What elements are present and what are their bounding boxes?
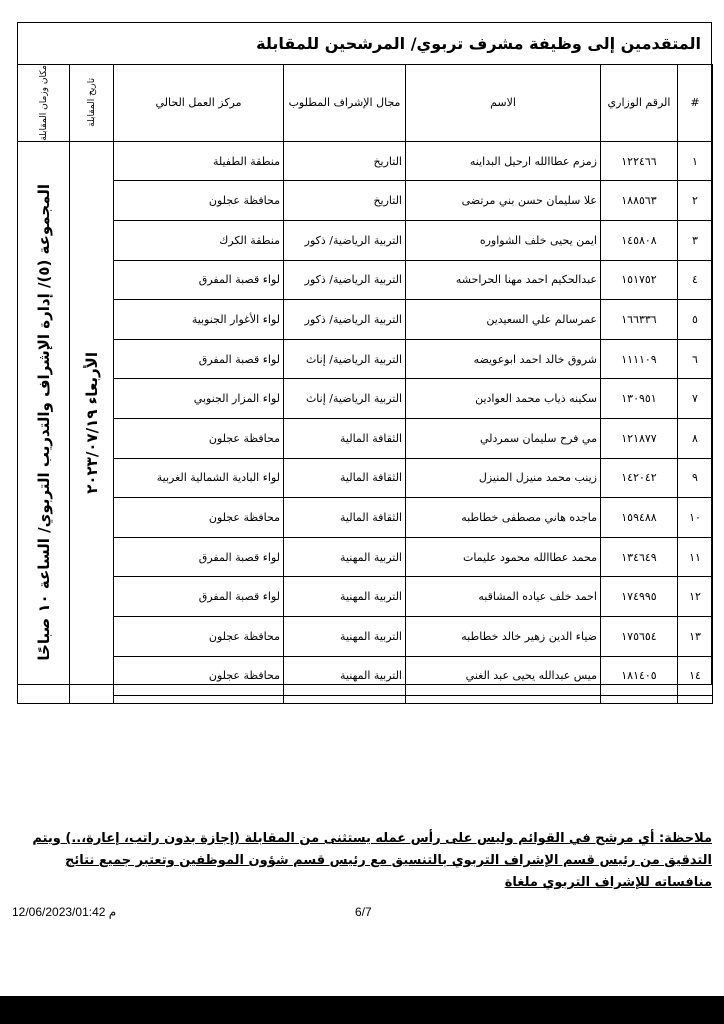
row-index: ٩ [678, 458, 713, 498]
row-current-workplace: محافظة عجلون [114, 498, 284, 538]
header-current-workplace: مركز العمل الحالي [114, 65, 284, 142]
row-supervision-field: الثقافة المالية [284, 458, 406, 498]
table-row [18, 537, 713, 577]
table-row [18, 458, 713, 498]
row-current-workplace: لواء قصبة المفرق [114, 339, 284, 379]
table-row [18, 577, 713, 617]
interview-date-cell: الأربعاء ٢٠٢٣/٠٧/١٩ [70, 141, 114, 703]
row-ministry-number: ١٤٥٨٠٨ [601, 220, 678, 260]
row-current-workplace: منطقة الطفيلة [114, 141, 284, 181]
header-ministry-number: الرقم الوزاري [601, 65, 678, 142]
row-supervision-field: التربية المهنية [284, 577, 406, 617]
row-name: ايمن يحيى خلف الشواوره [406, 220, 601, 260]
empty-cell [114, 696, 284, 704]
footer-datetime: 12/06/2023/01:42 م [12, 905, 117, 919]
bottom-bar [0, 996, 724, 1024]
row-name: احمد خلف عياده المشاقبه [406, 577, 601, 617]
row-ministry-number: ١٨٨٥٦٣ [601, 181, 678, 221]
row-index: ٥ [678, 300, 713, 340]
table-row [18, 379, 713, 419]
row-current-workplace: محافظة عجلون [114, 656, 284, 696]
row-ministry-number: ١٦٦٣٣٦ [601, 300, 678, 340]
row-name: محمد عطاالله محمود عليمات [406, 537, 601, 577]
row-current-workplace: لواء المزار الجنوبي [114, 379, 284, 419]
row-index: ١٠ [678, 498, 713, 538]
row-supervision-field: التربية المهنية [284, 537, 406, 577]
row-index: ٤ [678, 260, 713, 300]
row-name: علا سليمان حسن بني مرتضى [406, 181, 601, 221]
table-row [18, 141, 713, 181]
row-name: سكينه ذياب محمد العوادين [406, 379, 601, 419]
row-name: عمرسالم علي السعيدين [406, 300, 601, 340]
row-ministry-number: ١٣٠٩٥١ [601, 379, 678, 419]
row-index: ٧ [678, 379, 713, 419]
row-ministry-number: ١٧٤٩٩٥ [601, 577, 678, 617]
row-supervision-field: الثقافة المالية [284, 498, 406, 538]
table-row [18, 220, 713, 260]
row-supervision-field: التربية الرياضية/ ذكور [284, 260, 406, 300]
row-index: ١٤ [678, 656, 713, 696]
interview-place-time-cell: المجموعة (٥)/ إدارة الإشراف والتدريب التربوي/ الساعة ١٠ صباحًا [18, 141, 70, 703]
header-interview-place-time: مكان وزمان المقابلة [18, 65, 70, 142]
table-row [18, 616, 713, 656]
row-current-workplace: منطقة الكرك [114, 220, 284, 260]
table-row [18, 498, 713, 538]
note-text: ملاحظة: أي مرشح في القوائم وليس على رأس عمله يستثنى من المقابلة (إجازة بدون راتب، إعارة،..) ويتم التدقيق من رئيس قسم الإشراف التربوي بالتنسيق مع رئيس قسم شؤون الموظفين وتعتبر جميع نتائج منافساته للإشراف التربوي ملغاة [32, 831, 712, 890]
table-row [18, 656, 713, 696]
empty-cell [406, 696, 601, 704]
row-current-workplace: محافظة عجلون [114, 616, 284, 656]
row-supervision-field: التربية الرياضية/ إناث [284, 379, 406, 419]
row-ministry-number: ١٥٩٤٨٨ [601, 498, 678, 538]
row-ministry-number: ١٤٢٠٤٢ [601, 458, 678, 498]
row-index: ١١ [678, 537, 713, 577]
header-index: # [678, 65, 713, 142]
row-supervision-field: الثقافة المالية [284, 418, 406, 458]
row-current-workplace: محافظة عجلون [114, 418, 284, 458]
row-supervision-field: التربية الرياضية/ ذكور [284, 220, 406, 260]
table-spacer-row [18, 696, 713, 704]
row-supervision-field: التربية المهنية [284, 616, 406, 656]
header-name: الاسم [406, 65, 601, 142]
header-supervision-field: مجال الإشراف المطلوب [284, 65, 406, 142]
row-current-workplace: لواء الأغوار الجنوبية [114, 300, 284, 340]
row-name: ميس عبدالله يحيى عبد الغني [406, 656, 601, 696]
row-supervision-field: التربية المهنية [284, 656, 406, 696]
row-ministry-number: ١٣٤٦٤٩ [601, 537, 678, 577]
row-name: زينب محمد منيزل المنيزل [406, 458, 601, 498]
row-current-workplace: لواء قصبة المفرق [114, 537, 284, 577]
row-current-workplace: محافظة عجلون [114, 181, 284, 221]
row-ministry-number: ١٨١٤٠٥ [601, 656, 678, 696]
row-index: ١ [678, 141, 713, 181]
row-index: ١٣ [678, 616, 713, 656]
row-ministry-number: ١٢١٨٧٧ [601, 418, 678, 458]
row-supervision-field: التربية الرياضية/ ذكور [284, 300, 406, 340]
row-current-workplace: لواء البادية الشمالية الغربية [114, 458, 284, 498]
row-ministry-number: ١١١١٠٩ [601, 339, 678, 379]
row-ministry-number: ١٢٢٤٦٦ [601, 141, 678, 181]
footer-page-number: 6/7 [355, 905, 372, 919]
row-index: ١٢ [678, 577, 713, 617]
row-ministry-number: ١٧٥٦٥٤ [601, 616, 678, 656]
empty-cell [601, 696, 678, 704]
empty-cell [284, 696, 406, 704]
row-ministry-number: ١٥١٧٥٢ [601, 260, 678, 300]
row-name: مي فرح سليمان سمردلي [406, 418, 601, 458]
empty-cell [678, 696, 713, 704]
row-name: عبدالحكيم احمد مهنا الحراحشه [406, 260, 601, 300]
table-header-row [18, 65, 713, 142]
row-supervision-field: التاريخ [284, 181, 406, 221]
page-title: المتقدمين إلى وظيفة مشرف تربوي/ المرشحين للمقابلة [18, 23, 711, 65]
row-name: ضياء الدين زهير خالد خطاطبه [406, 616, 601, 656]
row-supervision-field: التربية الرياضية/ إناث [284, 339, 406, 379]
row-current-workplace: لواء قصبة المفرق [114, 260, 284, 300]
row-name: ماجده هاني مصطفى خطاطبه [406, 498, 601, 538]
table-body [18, 141, 713, 703]
row-supervision-field: التاريخ [284, 141, 406, 181]
table-row [18, 181, 713, 221]
row-index: ٣ [678, 220, 713, 260]
candidates-table [17, 64, 713, 704]
row-index: ٦ [678, 339, 713, 379]
candidates-sheet [17, 22, 712, 685]
table-row [18, 260, 713, 300]
row-index: ٢ [678, 181, 713, 221]
table-row [18, 418, 713, 458]
header-interview-date: تاريخ المقابلة [70, 65, 114, 142]
row-index: ٨ [678, 418, 713, 458]
table-row [18, 339, 713, 379]
row-name: شروق خالد احمد ابوعويضه [406, 339, 601, 379]
row-name: زمزم عطاالله ارحيل البداينه [406, 141, 601, 181]
table-row [18, 300, 713, 340]
row-current-workplace: لواء قصبة المفرق [114, 577, 284, 617]
